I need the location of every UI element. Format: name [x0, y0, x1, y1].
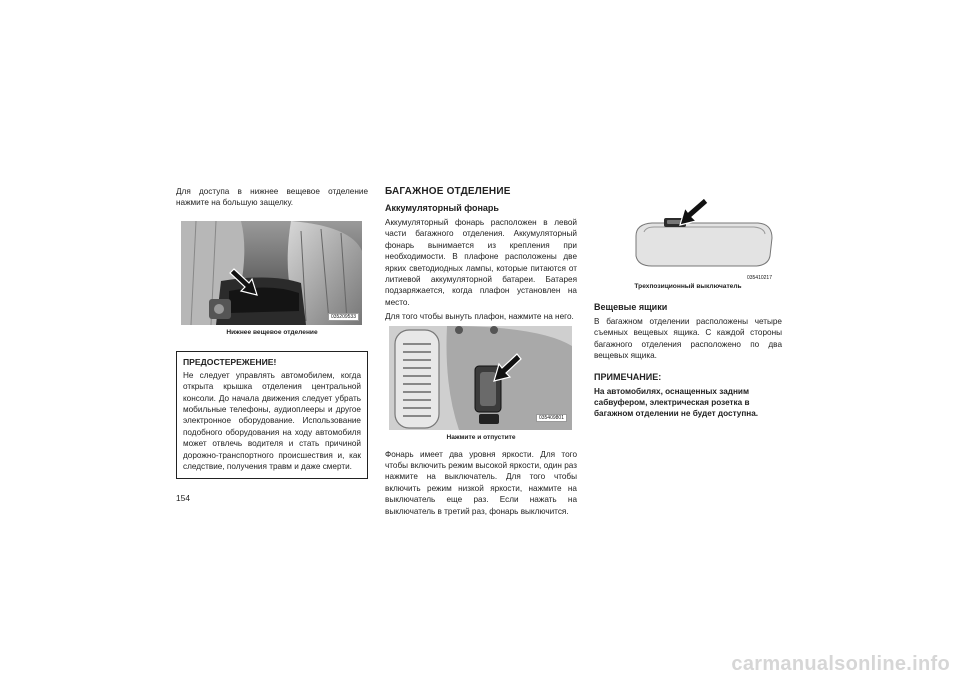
figure-code: 035209533	[328, 313, 359, 321]
figure-flashlight	[389, 326, 572, 430]
subsection-heading: Аккумуляторный фонарь	[385, 203, 499, 213]
note-text: На автомобилях, оснащенных задним сабвуфером, электрическая розетка в багажном отделении не будет доступна.	[594, 386, 759, 419]
figure-code: 035409801	[536, 414, 567, 422]
paragraph: Для того чтобы вынуть плафон, нажмите на него.	[385, 312, 574, 322]
note-title: ПРИМЕЧАНИЕ:	[594, 371, 662, 382]
page-number: 154	[176, 493, 190, 503]
figure-caption: Нажмите и отпустите	[446, 433, 516, 441]
right-column	[594, 186, 782, 420]
warning-title: ПРЕДОСТЕРЕЖЕНИЕ!	[183, 356, 277, 367]
figure-lower-storage	[181, 221, 362, 325]
figure-switch	[630, 196, 778, 282]
left-column	[176, 186, 368, 479]
console-illustration	[181, 221, 362, 325]
figure-caption: Трехпозиционный выключатель	[634, 283, 742, 290]
subsection-heading: Вещевые ящики	[594, 302, 668, 312]
lamp-switch-illustration	[630, 196, 778, 282]
warning-text: Не следует управлять автомобилем, когда открыта крышка отделения центральной консоли. До начала движения следует убрать мобильные телефоны, аудиоплееры и другое электронное оборудование. Использование подобного оборудования на ходу автомобиля может отвлечь водителя и стать причиной дорожно-транспортного происшествия и, как следствие, получения травм и даже смерти.	[183, 370, 361, 472]
section-heading: БАГАЖНОЕ ОТДЕЛЕНИЕ	[385, 186, 511, 197]
paragraph: Аккумуляторный фонарь расположен в левой части багажного отделения. Аккумуляторный фонарь вынимается из крепления при необходимости. В плафоне расположены две ярких светодиодных лампы, которые питаются от литиевой аккумуляторной батареи. Батарея подзаряжается, когда плафон установлен на место.	[385, 218, 577, 307]
paragraph: В багажном отделении расположены четыре съемных вещевых ящика. С каждой стороны багажного отделения расположено по два вещевых ящика.	[594, 317, 782, 361]
middle-column	[385, 186, 577, 517]
intro-text: Для доступа в нижнее вещевое отделение нажмите на большую защелку.	[176, 187, 368, 208]
watermark-text: carmanualsonline.info	[731, 653, 950, 675]
figure-code: 035410217	[746, 275, 772, 281]
paragraph: Фонарь имеет два уровня яркости. Для того чтобы включить режим высокой яркости, один раз нажмите на выключатель. Для того чтобы включить режим низкой яркости, нажмите на выключатель еще раз. Если нажать на выключатель в третий раз, фонарь выключится.	[385, 449, 577, 516]
figure-caption: Нижнее вещевое отделение	[226, 328, 318, 336]
warning-box	[176, 351, 368, 480]
